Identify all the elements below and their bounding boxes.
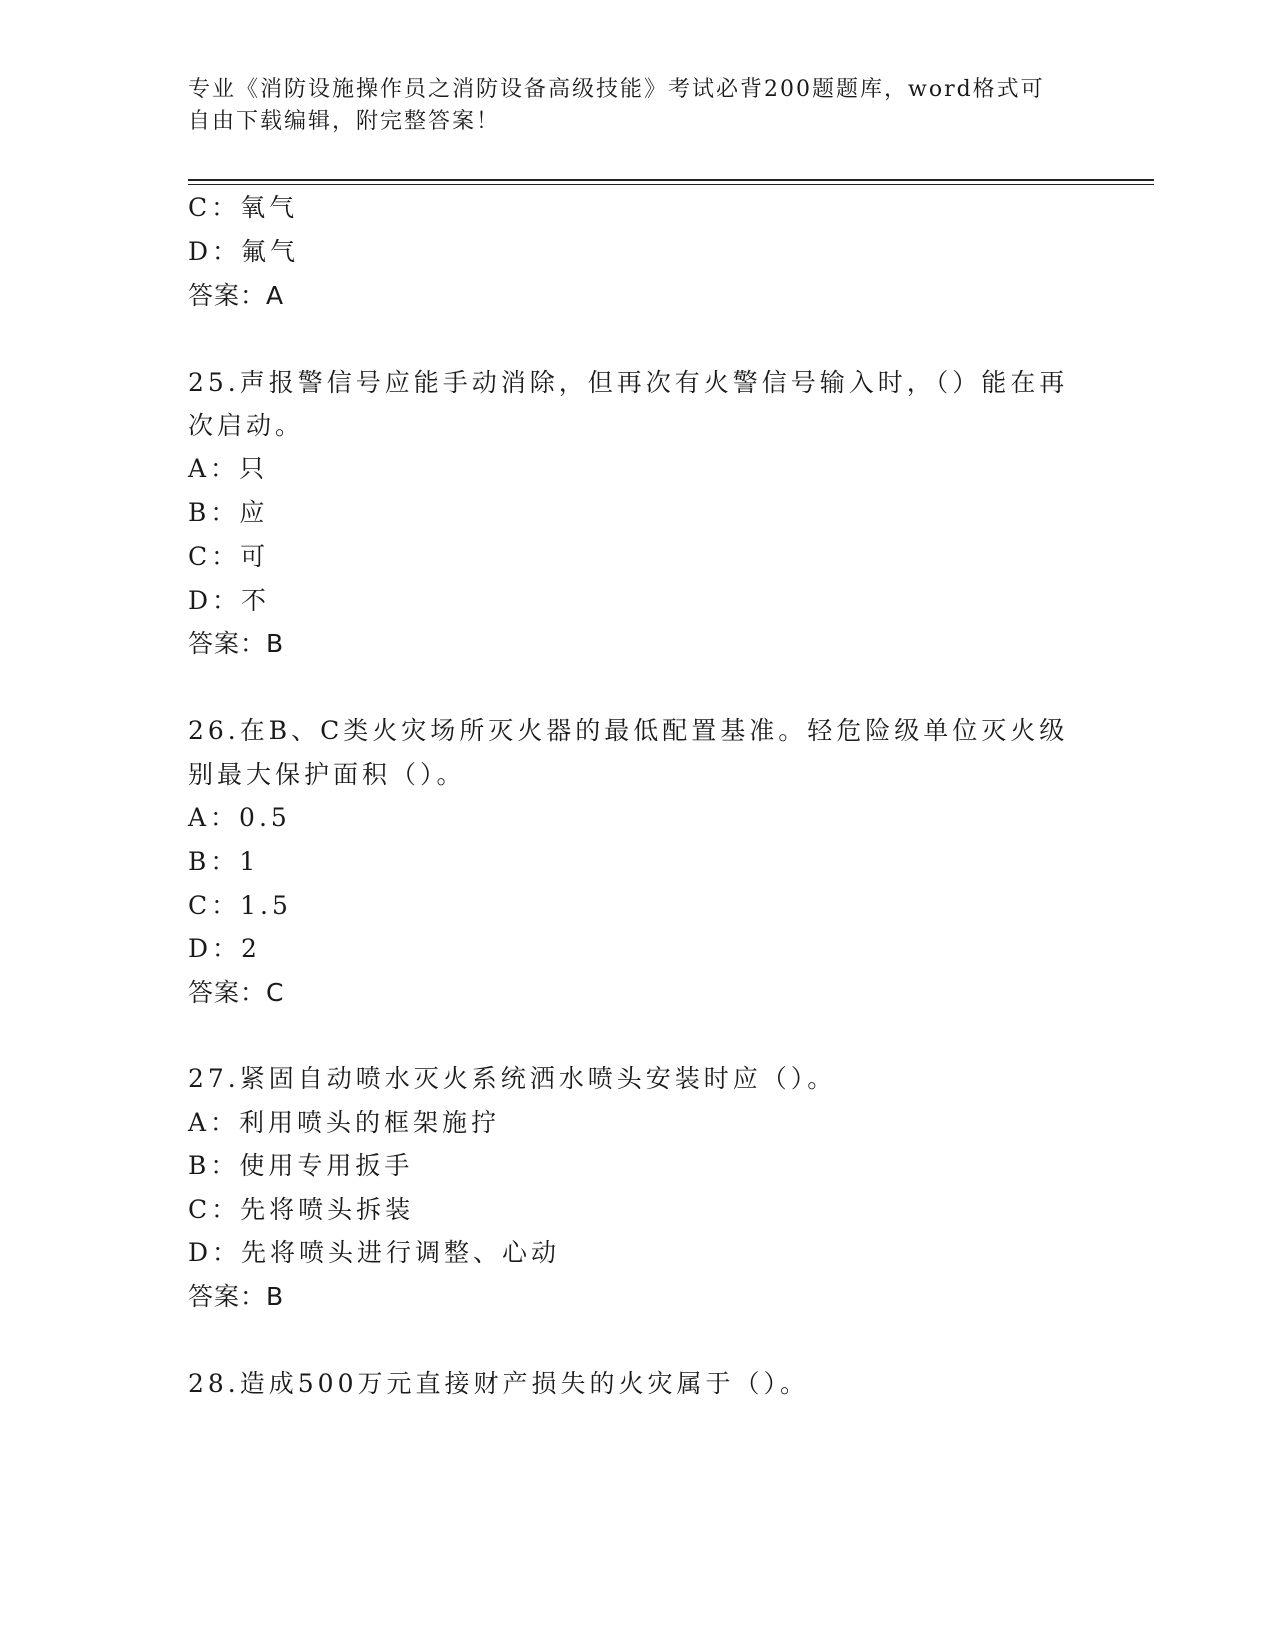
q26-option-c: C：1.5 [188, 891, 292, 920]
q27-stem-line-1: 27.紧固自动喷水灭火系统洒水喷头安装时应（）。 [188, 1064, 837, 1093]
q25-stem-line-2: 次启动。 [188, 411, 305, 440]
prev-answer: 答案：A [188, 281, 285, 310]
header-line-1: 专业《消防设施操作员之消防设备高级技能》考试必背200题题库，word格式可 [188, 77, 1045, 102]
q26-stem-line-2: 别最大保护面积（）。 [188, 760, 466, 789]
prev-option-c: C：氧气 [188, 193, 299, 222]
q25-option-a: A：只 [188, 454, 269, 483]
header-line-2: 自由下载编辑，附完整答案！ [188, 109, 501, 134]
q25-option-c: C：可 [188, 542, 270, 571]
q27-option-d: D：先将喷头进行调整、心动 [188, 1238, 561, 1267]
q27-answer: 答案：B [188, 1282, 285, 1311]
header-rule-thick [188, 179, 1154, 181]
q26-option-b: B：1 [188, 847, 260, 876]
header-rule-thin [188, 184, 1154, 185]
q25-stem-line-1: 25.声报警信号应能手动消除，但再次有火警信号输入时，（）能在再 [188, 368, 1069, 397]
q25-option-d: D：不 [188, 586, 271, 615]
q27-option-b: B：使用专用扳手 [188, 1151, 414, 1180]
q26-answer: 答案：C [188, 978, 285, 1007]
q26-option-d: D：2 [188, 934, 261, 963]
q25-answer: 答案：B [188, 629, 285, 658]
document-header [188, 74, 1088, 138]
q27-option-a: A：利用喷头的框架施拧 [188, 1108, 501, 1137]
q25-option-b: B：应 [188, 498, 269, 527]
q26-stem-line-1: 26.在B、C类火灾场所灭火器的最低配置基准。轻危险级单位灭火级 [188, 716, 1069, 745]
q26-option-a: A：0.5 [188, 803, 291, 832]
q28-stem-line-1: 28.造成500万元直接财产损失的火灾属于（）。 [188, 1369, 809, 1398]
q27-option-c: C：先将喷头拆装 [188, 1195, 415, 1224]
prev-option-d: D：氟气 [188, 237, 300, 266]
